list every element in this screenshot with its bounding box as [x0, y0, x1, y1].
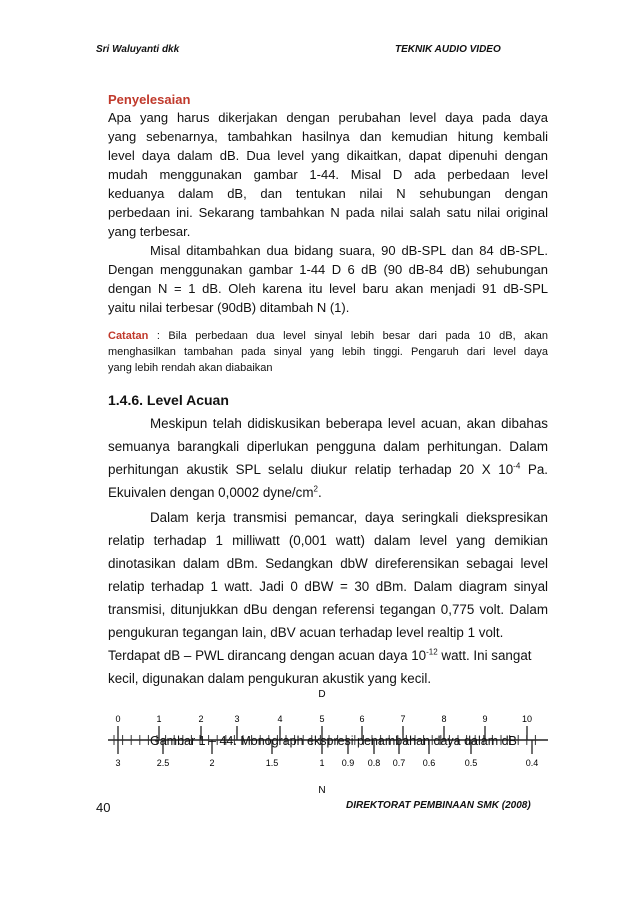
tick-label-n: 0.8 [367, 758, 381, 768]
tick-label-n: 0.5 [464, 758, 478, 768]
solution-line: keduanya dalam dB, dan tentukan nilai N sehubungan dengan [108, 186, 548, 201]
solution-line: Misal ditambahkan dua bidang suara, 90 dB-SPL dan 84 dB-SPL. [150, 243, 548, 258]
solution-line: yang terbesar. [108, 224, 191, 239]
tick-label-n: 0.7 [392, 758, 406, 768]
tick-label-n: 1 [319, 758, 325, 768]
tick-label-n: 2 [209, 758, 215, 768]
tick-label-n: 0.6 [422, 758, 436, 768]
tick-label-d: 7 [400, 714, 406, 724]
header-book-title: TEKNIK AUDIO VIDEO [395, 44, 501, 55]
page-number: 40 [96, 800, 111, 815]
superscript: -12 [426, 647, 438, 657]
section-heading: 1.4.6. Level Acuan [108, 392, 229, 408]
tick-label-d: 2 [198, 714, 204, 724]
solution-line: Dengan menggunakan gambar 1-44 D 6 dB (90 dB-84 dB) sehubungan [108, 262, 548, 277]
section-line: semuanya barangkali diperlukan pengguna dalam perhitungan. Dalam [108, 439, 548, 454]
section-line [108, 648, 548, 663]
solution-line: yaitu nilai terbesar (90dB) ditambah N (1). [108, 300, 350, 315]
section-line: pengukuran tegangan lain, dBV acuan terhadap level realtip 1 volt. [108, 625, 504, 640]
solution-line: dengan N = 1 dB. Oleh karena itu level baru akan menjadi 91 dB-SPL [108, 281, 548, 296]
section-line: dinotasikan dalam dBm. Sedangkan dbW direferensikan sebagai level [108, 556, 548, 571]
section-line: Meskipun telah didiskusikan beberapa level acuan, akan dibahas [150, 416, 548, 431]
section-line [108, 485, 548, 500]
section-line-text: watt. Ini sangat [437, 648, 532, 663]
section-line-text: . [317, 485, 322, 500]
tick-label-d: 1 [156, 714, 162, 724]
footer-publisher: DIREKTORAT PEMBINAAN SMK (2008) [346, 800, 531, 811]
note-line-1-text: : Bila perbedaan dua level sinyal lebih besar dari pada 10 dB, akan [148, 330, 548, 342]
superscript: 2 [313, 484, 318, 494]
header-author: Sri Waluyanti dkk [96, 44, 180, 55]
solution-line: level daya dalam dB. Dua level yang dikaitkan, dapat dipenuhi dengan [108, 148, 548, 163]
note-line-3: yang lebih rendah akan diabaikan [108, 362, 273, 374]
tick-label-d: 10 [521, 714, 533, 724]
section-line: Dalam kerja transmisi pemancar, daya seringkali diekspresikan [150, 510, 548, 525]
section-line-text: Pa. [520, 462, 548, 477]
solution-line: yang sebenarnya, tambahkan hasilnya dan kemudian hitung kembali [108, 129, 548, 144]
tick-label-d: 9 [482, 714, 488, 724]
solution-line: perbedaan ini. Sekarang tambahkan N pada nilai salah satu nilai original [108, 205, 548, 220]
tick-label-n: 0.4 [525, 758, 539, 768]
section-line [108, 462, 548, 477]
tick-label-d: 0 [115, 714, 121, 724]
note-label: Catatan [108, 330, 149, 342]
tick-label-d: 5 [319, 714, 325, 724]
section-line: relatip terhadap 1 watt. Jadi 0 dBW = 30 dBm. Dalam diagram sinyal [108, 579, 548, 594]
section-line: relatip terhadap 1 milliwatt (0,001 watt) dalam level yang demikian [108, 533, 548, 548]
figure-caption: Gambar 1 – 44. Monograph ekspresi penambahan daya dalam dB [150, 734, 517, 748]
superscript: -4 [513, 461, 521, 471]
tick-label-d: 6 [359, 714, 365, 724]
solution-title: Penyelesaian [108, 92, 191, 107]
tick-label-n: 0.9 [341, 758, 355, 768]
tick-label-d: 8 [441, 714, 447, 724]
tick-label-n: 2.5 [156, 758, 170, 768]
solution-line: mudah menggunakan gambar 1-44. Misal D ada perbedaan level [108, 167, 548, 182]
tick-label-d: 4 [277, 714, 283, 724]
section-line: transmisi, ditunjukkan dBu dengan referensi tegangan 0,775 volt. Dalam [108, 602, 548, 617]
section-line-text: perhitungan akustik SPL selalu diukur relatip terhadap 20 X 10 [108, 462, 514, 477]
tick-label-d: 3 [234, 714, 240, 724]
tick-label-n: 1.5 [265, 758, 279, 768]
section-line-text: Ekuivalen dengan 0,0002 dyne/cm [108, 485, 314, 500]
section-line: kecil, digunakan dalam pengukuran akustik yang kecil. [108, 671, 432, 686]
axis-label-d: D [318, 689, 326, 700]
note-line-1 [108, 330, 548, 342]
section-line-text: Terdapat dB – PWL dirancang dengan acuan daya 10 [108, 648, 427, 663]
axis-label-n: N [318, 785, 326, 796]
note-line-2: menghasilkan tambahan pada sinyal yang lebih tinggi. Pengaruh dari level daya [108, 346, 548, 358]
tick-label-n: 3 [115, 758, 121, 768]
solution-line: Apa yang harus dikerjakan dengan perubahan level daya pada daya [108, 110, 548, 125]
